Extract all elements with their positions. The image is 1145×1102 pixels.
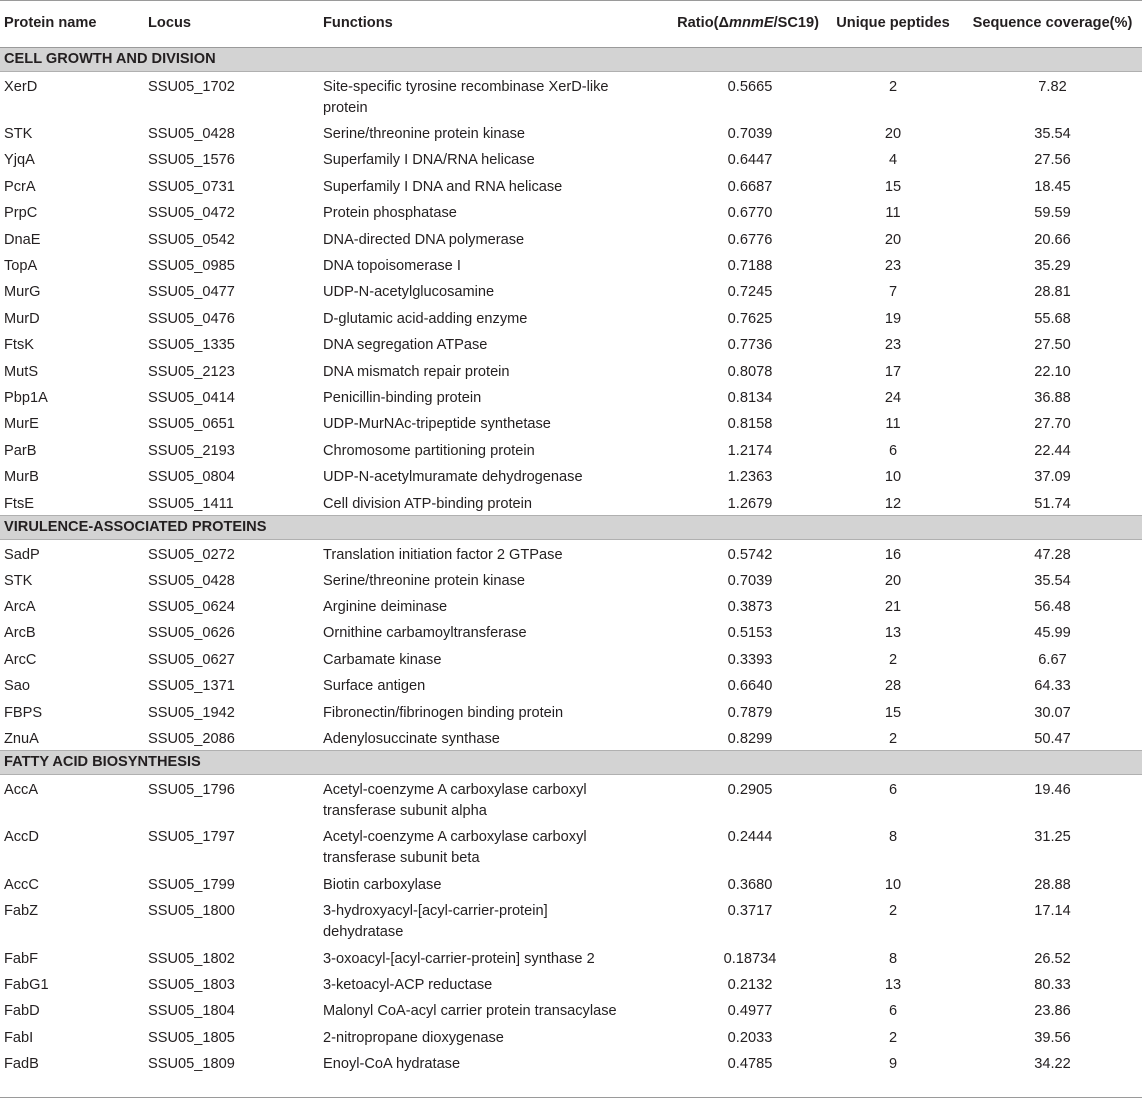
cell-locus: SSU05_1702 — [148, 79, 235, 95]
cell-unique-peptides: 7 — [888, 284, 898, 301]
cell-function: Malonyl CoA-acyl carrier protein transacylase — [323, 1003, 617, 1020]
header-unique-peptides: Unique peptides — [823, 1, 963, 48]
cell-protein-name: STK — [4, 126, 33, 143]
cell-unique-peptides: 6 — [888, 442, 898, 459]
cell-locus: SSU05_0272 — [148, 546, 235, 563]
cell-protein-name: FabF — [4, 950, 39, 967]
header-ratio-prefix: Ratio(Δ — [677, 15, 729, 31]
cell-locus: SSU05_1576 — [148, 152, 235, 169]
cell-ratio: 0.7625 — [727, 310, 773, 327]
cell-ratio: 0.2905 — [727, 781, 773, 798]
table-row — [0, 566, 1142, 592]
cell-sequence-coverage: 17.14 — [1034, 902, 1071, 919]
cell-ratio: 0.7039 — [727, 126, 773, 143]
cell-ratio: 0.3680 — [727, 876, 773, 893]
cell-sequence-coverage: 18.45 — [1034, 178, 1071, 195]
cell-locus: SSU05_0626 — [148, 625, 235, 642]
cell-function: Penicillin-binding protein — [323, 390, 482, 406]
cell-sequence-coverage: 35.29 — [1034, 258, 1071, 275]
cell-unique-peptides: 2 — [888, 651, 898, 668]
header-ratio-suffix: /SC19) — [773, 15, 819, 31]
cell-function: Superfamily I DNA/RNA helicase — [323, 152, 535, 169]
cell-sequence-coverage: 28.81 — [1034, 284, 1071, 301]
cell-locus: SSU05_0476 — [148, 310, 235, 327]
cell-function: 3-oxoacyl-[acyl-carrier-protein] synthase 2 — [323, 950, 595, 967]
cell-unique-peptides: 15 — [884, 178, 902, 195]
cell-locus: SSU05_0627 — [148, 651, 235, 668]
cell-protein-name: Sao — [4, 678, 30, 695]
cell-function: Superfamily I DNA and RNA helicase — [323, 178, 563, 195]
cell-sequence-coverage: 7.82 — [1038, 79, 1067, 95]
cell-ratio: 1.2174 — [727, 442, 773, 459]
cell-function: Serine/threonine protein kinase — [323, 572, 526, 589]
cell-locus: SSU05_1799 — [148, 876, 235, 893]
cell-sequence-coverage: 20.66 — [1034, 231, 1071, 248]
cell-unique-peptides: 2 — [888, 730, 898, 747]
cell-sequence-coverage: 26.52 — [1034, 950, 1071, 967]
cell-ratio: 0.2132 — [727, 976, 773, 993]
cell-protein-name: FabZ — [4, 902, 39, 919]
cell-function: UDP-N-acetylmuramate dehydrogenase — [323, 469, 583, 486]
cell-protein-name: AccA — [4, 781, 39, 798]
cell-protein-name: XerD — [4, 79, 38, 95]
cell-protein-name: ZnuA — [4, 730, 39, 747]
table-row — [0, 1049, 1142, 1075]
cell-ratio: 0.8299 — [727, 730, 773, 747]
cell-locus: SSU05_0428 — [148, 126, 235, 143]
cell-ratio: 0.3873 — [727, 598, 773, 615]
cell-protein-name: SadP — [4, 546, 40, 563]
cell-ratio: 0.8078 — [727, 363, 773, 380]
cell-unique-peptides: 2 — [888, 902, 898, 919]
cell-sequence-coverage: 23.86 — [1034, 1003, 1071, 1020]
cell-ratio: 0.7736 — [727, 337, 773, 354]
cell-unique-peptides: 19 — [884, 310, 902, 327]
cell-unique-peptides: 11 — [885, 205, 901, 222]
cell-sequence-coverage: 59.59 — [1034, 205, 1071, 222]
cell-locus: SSU05_1942 — [148, 704, 235, 721]
cell-unique-peptides: 23 — [884, 258, 902, 275]
cell-locus: SSU05_2193 — [148, 442, 235, 459]
header-protein-name: Protein name — [0, 1, 144, 48]
cell-unique-peptides: 2 — [888, 79, 898, 95]
section-title: CELL GROWTH AND DIVISION — [0, 48, 1142, 72]
cell-sequence-coverage: 28.88 — [1034, 876, 1071, 893]
cell-function: DNA segregation ATPase — [323, 337, 488, 354]
cell-function: Cell division ATP-binding protein — [323, 495, 533, 512]
cell-protein-name: STK — [4, 572, 33, 589]
cell-function: Serine/threonine protein kinase — [323, 126, 526, 143]
cell-function: Arginine deiminase — [323, 598, 448, 615]
table-row — [0, 225, 1142, 251]
cell-function: Carbamate kinase — [323, 651, 442, 668]
header-functions: Functions — [319, 1, 637, 48]
table-row — [0, 774, 1142, 822]
cell-sequence-coverage: 80.33 — [1034, 976, 1071, 993]
cell-function: Acetyl-coenzyme A carboxylase carboxyl transferase subunit beta — [323, 829, 587, 866]
cell-protein-name: MurG — [4, 284, 41, 301]
header-row — [0, 1, 1142, 48]
cell-function: Fibronectin/fibrinogen binding protein — [323, 704, 564, 721]
cell-protein-name: PrpC — [4, 205, 38, 222]
header-sequence-coverage: Sequence coverage(%) — [963, 1, 1142, 48]
cell-locus: SSU05_0542 — [148, 231, 235, 248]
cell-unique-peptides: 16 — [884, 546, 902, 563]
header-ratio-gene: mnmE — [728, 15, 774, 31]
cell-unique-peptides: 12 — [884, 495, 902, 512]
cell-ratio: 0.5665 — [727, 79, 773, 95]
cell-sequence-coverage: 27.50 — [1034, 337, 1071, 354]
cell-unique-peptides: 20 — [884, 231, 902, 248]
cell-function: Site-specific tyrosine recombinase XerD-like protein — [323, 79, 609, 116]
cell-function: DNA topoisomerase I — [323, 258, 461, 275]
cell-ratio: 0.3717 — [727, 902, 773, 919]
cell-unique-peptides: 8 — [888, 829, 898, 845]
cell-protein-name: MurB — [4, 469, 39, 486]
cell-sequence-coverage: 35.54 — [1034, 572, 1071, 589]
table-row — [0, 145, 1142, 171]
cell-function: Enoyl-CoA hydratase — [323, 1056, 461, 1073]
table-row — [0, 870, 1142, 896]
table-row — [0, 436, 1142, 462]
table-row — [0, 944, 1142, 970]
cell-ratio: 0.3393 — [727, 651, 773, 668]
cell-locus: SSU05_0472 — [148, 205, 235, 222]
cell-locus: SSU05_0731 — [148, 178, 235, 195]
cell-ratio: 0.4977 — [727, 1003, 773, 1020]
table-bottom-rule — [0, 1097, 1142, 1098]
cell-sequence-coverage: 22.44 — [1034, 442, 1071, 459]
cell-locus: SSU05_1802 — [148, 950, 235, 967]
cell-locus: SSU05_2086 — [148, 730, 235, 747]
cell-locus: SSU05_1800 — [148, 902, 235, 919]
cell-function: Translation initiation factor 2 GTPase — [323, 546, 563, 563]
cell-sequence-coverage: 22.10 — [1034, 363, 1071, 380]
table-row — [0, 119, 1142, 145]
header-locus: Locus — [144, 1, 319, 48]
cell-ratio: 0.7879 — [727, 704, 773, 721]
cell-unique-peptides: 15 — [884, 704, 902, 721]
cell-protein-name: FtsE — [4, 495, 34, 512]
cell-locus: SSU05_0477 — [148, 284, 235, 301]
table-row — [0, 383, 1142, 409]
cell-function: Adenylosuccinate synthase — [323, 730, 500, 747]
cell-function: UDP-N-acetylglucosamine — [323, 284, 495, 301]
cell-locus: SSU05_1805 — [148, 1029, 235, 1046]
cell-unique-peptides: 6 — [888, 781, 898, 798]
cell-ratio: 0.7188 — [727, 258, 773, 275]
cell-locus: SSU05_1335 — [148, 337, 235, 354]
cell-sequence-coverage: 47.28 — [1034, 546, 1071, 563]
cell-protein-name: TopA — [4, 258, 38, 275]
cell-sequence-coverage: 31.25 — [1034, 829, 1071, 845]
table-row — [0, 277, 1142, 303]
table-row — [0, 698, 1142, 724]
cell-locus: SSU05_1804 — [148, 1003, 235, 1020]
section-header-row — [0, 48, 1142, 72]
cell-protein-name: FadB — [4, 1056, 39, 1073]
cell-protein-name: YjqA — [4, 152, 35, 169]
cell-protein-name: AccD — [4, 829, 39, 845]
cell-function: Chromosome partitioning protein — [323, 442, 535, 459]
cell-unique-peptides: 10 — [884, 876, 902, 893]
table-row — [0, 462, 1142, 488]
cell-locus: SSU05_1809 — [148, 1056, 235, 1073]
cell-function: 2-nitropropane dioxygenase — [323, 1029, 504, 1046]
cell-unique-peptides: 20 — [884, 126, 902, 143]
cell-protein-name: ArcB — [4, 625, 36, 642]
cell-sequence-coverage: 56.48 — [1034, 598, 1071, 615]
cell-function: Surface antigen — [323, 678, 426, 695]
cell-protein-name: FabG1 — [4, 976, 49, 993]
cell-ratio: 0.6640 — [727, 678, 773, 695]
cell-ratio: 0.6776 — [727, 231, 773, 248]
cell-sequence-coverage: 34.22 — [1034, 1056, 1071, 1073]
cell-locus: SSU05_0428 — [148, 572, 235, 589]
table-row — [0, 330, 1142, 356]
section-header-row — [0, 515, 1142, 539]
cell-sequence-coverage: 27.70 — [1034, 416, 1071, 433]
cell-sequence-coverage: 64.33 — [1034, 678, 1071, 695]
cell-unique-peptides: 23 — [884, 337, 902, 354]
cell-unique-peptides: 9 — [888, 1056, 898, 1073]
cell-unique-peptides: 21 — [884, 598, 902, 615]
cell-locus: SSU05_0985 — [148, 258, 235, 275]
cell-protein-name: AccC — [4, 876, 39, 893]
table-row — [0, 304, 1142, 330]
section-title: FATTY ACID BIOSYNTHESIS — [0, 750, 1142, 774]
cell-locus: SSU05_1797 — [148, 829, 235, 845]
cell-ratio: 0.5153 — [727, 625, 773, 642]
cell-sequence-coverage: 55.68 — [1034, 310, 1071, 327]
table-row — [0, 1023, 1142, 1049]
cell-ratio: 0.6447 — [727, 152, 773, 169]
cell-ratio: 0.7245 — [727, 284, 773, 301]
cell-protein-name: MurE — [4, 416, 39, 433]
cell-unique-peptides: 6 — [888, 1003, 898, 1020]
cell-locus: SSU05_1411 — [148, 495, 234, 512]
cell-ratio: 0.2444 — [727, 829, 773, 845]
cell-protein-name: ArcA — [4, 598, 36, 615]
cell-function: DNA-directed DNA polymerase — [323, 231, 525, 248]
cell-locus: SSU05_1371 — [148, 678, 235, 695]
table-row — [0, 724, 1142, 751]
cell-sequence-coverage: 36.88 — [1034, 390, 1071, 406]
cell-unique-peptides: 28 — [884, 678, 902, 695]
table-row — [0, 970, 1142, 996]
cell-unique-peptides: 4 — [888, 152, 898, 169]
cell-ratio: 0.8134 — [727, 390, 773, 406]
cell-locus: SSU05_1796 — [148, 781, 235, 798]
cell-ratio: 0.6687 — [727, 178, 773, 195]
cell-sequence-coverage: 30.07 — [1034, 704, 1071, 721]
table-row — [0, 996, 1142, 1022]
cell-ratio: 0.18734 — [723, 950, 777, 967]
cell-unique-peptides: 20 — [884, 572, 902, 589]
table-body — [0, 48, 1142, 1076]
cell-unique-peptides: 11 — [885, 416, 901, 433]
cell-unique-peptides: 10 — [884, 469, 902, 486]
cell-function: D-glutamic acid-adding enzyme — [323, 310, 528, 327]
cell-sequence-coverage: 19.46 — [1034, 781, 1071, 798]
cell-ratio: 0.8158 — [727, 416, 773, 433]
cell-protein-name: FabI — [4, 1029, 34, 1046]
cell-sequence-coverage: 51.74 — [1034, 495, 1071, 512]
cell-ratio: 0.6770 — [727, 205, 773, 222]
header-ratio — [637, 1, 823, 48]
cell-function: Acetyl-coenzyme A carboxylase carboxyl transferase subunit alpha — [323, 781, 587, 819]
table-row — [0, 822, 1142, 870]
cell-sequence-coverage: 39.56 — [1034, 1029, 1071, 1046]
cell-protein-name: FabD — [4, 1003, 40, 1020]
cell-ratio: 0.5742 — [727, 546, 773, 563]
cell-unique-peptides: 17 — [884, 363, 902, 380]
table-row — [0, 409, 1142, 435]
cell-sequence-coverage: 6.67 — [1038, 651, 1067, 668]
cell-sequence-coverage: 50.47 — [1034, 730, 1071, 747]
table-row — [0, 671, 1142, 697]
table-row — [0, 198, 1142, 224]
cell-sequence-coverage: 27.56 — [1034, 152, 1071, 169]
cell-protein-name: ParB — [4, 442, 37, 459]
cell-protein-name: MutS — [4, 363, 39, 380]
table-row — [0, 539, 1142, 566]
cell-protein-name: DnaE — [4, 231, 41, 248]
table-row — [0, 251, 1142, 277]
table-row — [0, 489, 1142, 516]
table-row — [0, 645, 1142, 671]
table-row — [0, 592, 1142, 618]
cell-unique-peptides: 13 — [884, 625, 902, 642]
cell-locus: SSU05_0624 — [148, 598, 235, 615]
cell-unique-peptides: 8 — [888, 950, 898, 967]
cell-locus: SSU05_0651 — [148, 416, 235, 433]
cell-unique-peptides: 24 — [884, 390, 902, 406]
cell-protein-name: PcrA — [4, 178, 36, 195]
section-header-row — [0, 750, 1142, 774]
table-header — [0, 1, 1142, 48]
cell-locus: SSU05_1803 — [148, 976, 235, 993]
cell-function: UDP-MurNAc-tripeptide synthetase — [323, 416, 551, 433]
cell-locus: SSU05_0414 — [148, 390, 235, 406]
cell-function: Protein phosphatase — [323, 205, 457, 222]
cell-function: 3-hydroxyacyl-[acyl-carrier-protein] dehydratase — [323, 902, 548, 940]
cell-locus: SSU05_0804 — [148, 469, 235, 486]
cell-sequence-coverage: 35.54 — [1034, 126, 1071, 143]
table-row — [0, 896, 1142, 944]
table-row — [0, 72, 1142, 120]
cell-function: Ornithine carbamoyltransferase — [323, 625, 527, 642]
table-row — [0, 618, 1142, 644]
section-title: VIRULENCE-ASSOCIATED PROTEINS — [0, 515, 1142, 539]
cell-sequence-coverage: 37.09 — [1034, 469, 1071, 486]
table-row — [0, 172, 1142, 198]
cell-function: DNA mismatch repair protein — [323, 363, 510, 380]
cell-ratio: 1.2679 — [727, 495, 773, 512]
cell-function: 3-ketoacyl-ACP reductase — [323, 976, 493, 993]
table-row — [0, 357, 1142, 383]
cell-protein-name: MurD — [4, 310, 40, 327]
cell-protein-name: Pbp1A — [4, 390, 48, 406]
cell-ratio: 0.4785 — [727, 1056, 773, 1073]
cell-ratio: 0.2033 — [727, 1029, 773, 1046]
cell-locus: SSU05_2123 — [148, 363, 235, 380]
cell-sequence-coverage: 45.99 — [1034, 625, 1071, 642]
cell-protein-name: FtsK — [4, 337, 34, 354]
cell-unique-peptides: 2 — [888, 1029, 898, 1046]
cell-ratio: 1.2363 — [727, 469, 773, 486]
cell-ratio: 0.7039 — [727, 572, 773, 589]
cell-protein-name: ArcC — [4, 651, 37, 668]
cell-unique-peptides: 13 — [884, 976, 902, 993]
cell-function: Biotin carboxylase — [323, 876, 442, 893]
cell-protein-name: FBPS — [4, 704, 43, 721]
